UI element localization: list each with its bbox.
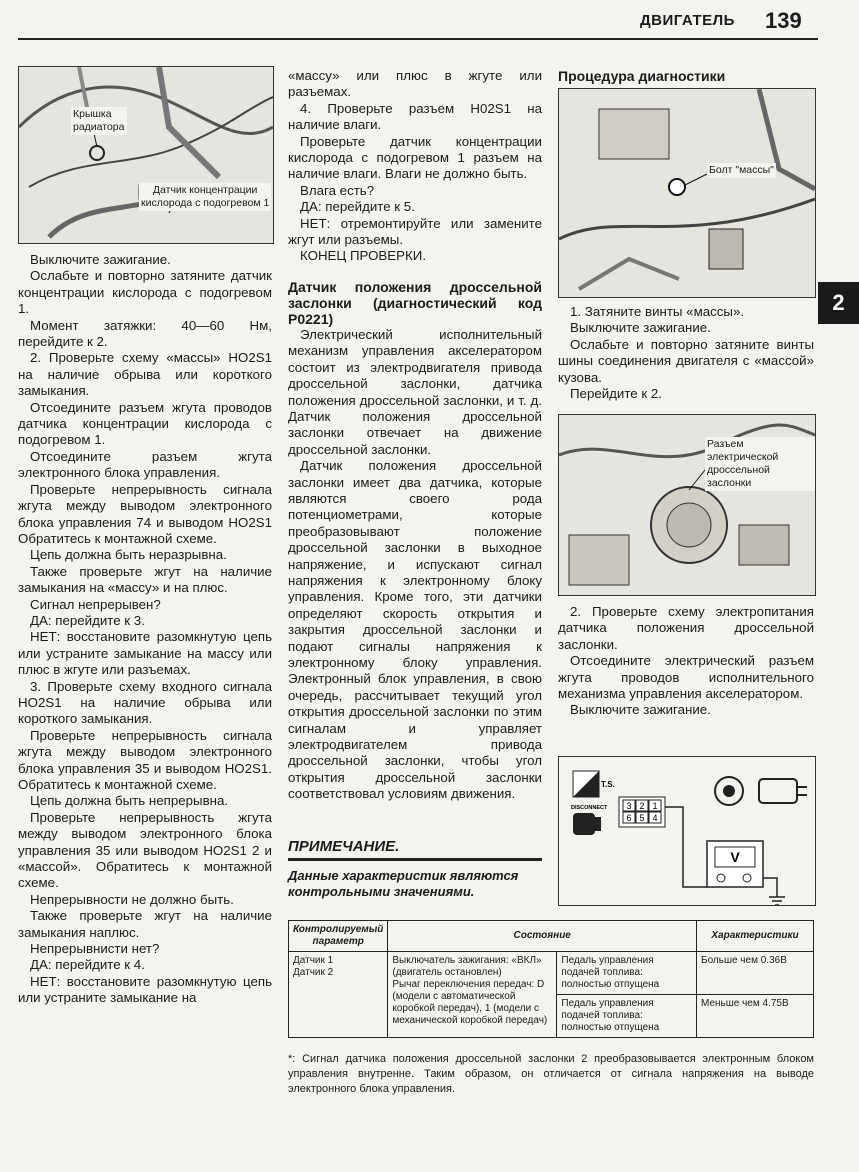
engine-icon — [759, 779, 797, 803]
paragraph: «массу» или плюс в жгуте или разъемах. — [288, 68, 542, 100]
paragraph: Отсоедините разъем жгута электронного блока управления. — [18, 448, 272, 481]
paragraph: ДА: перейдите к 5. — [300, 199, 415, 215]
paragraph: 2. Проверьте схему электропитания датчика положения дроссельной заслонки. — [558, 604, 814, 652]
column-3-text-b — [558, 604, 814, 719]
note-title: ПРИМЕЧАНИЕ. — [288, 838, 400, 855]
radiator-cap-label — [71, 107, 127, 135]
paragraph: 2. Проверьте схему «массы» HO2S1 на наличие обрыва или короткого замыкания. — [18, 350, 272, 399]
figure-oxygen-sensor — [18, 66, 274, 244]
paragraph: ДА: перейдите к 4. — [30, 957, 145, 973]
spec-table — [288, 920, 814, 1038]
table-header-row — [289, 921, 814, 952]
header-rule — [18, 38, 818, 40]
column-3-text-a — [558, 304, 814, 402]
paragraph: Влага есть? — [300, 182, 375, 198]
column-2-text — [288, 68, 542, 803]
footnote: *: Сигнал датчика положения дроссельной заслонки 2 преобразовывается электронным блоком управления внутренне. Таким образом, он отличается от сигнала напряжения на выводе электронного блока управления. — [288, 1053, 814, 1095]
paragraph: Также проверьте жгут на наличие замыкания наплюс. — [18, 908, 272, 940]
disconnect-label: DISCONNECT — [571, 805, 608, 811]
table-cell-pedal: Педаль управления подачей топлива: полностью отпущена — [557, 952, 697, 995]
sensor-label-line1: Датчик концентрации — [152, 184, 258, 196]
table-header: Контролируемый параметр — [289, 921, 388, 952]
ground-bolt-photo — [559, 89, 815, 297]
figure-voltage-check — [558, 756, 816, 906]
throttle-connector-label — [705, 437, 815, 491]
table-cell-param: Датчик 1 Датчик 2 — [289, 952, 388, 1038]
paragraph: НЕТ: восстановите разомкнутую цепь или устраните замыкание на массу или плюс в жгуте или разъемах. — [18, 629, 272, 678]
running-header-title: ДВИГАТЕЛЬ — [640, 12, 735, 29]
paragraph: Проверьте непрерывность сигнала жгута между выводом электронного блока управления 74 и выводом HO2S1 Обратитесь к монтажной схеме. — [18, 481, 272, 546]
table-cell-pedal: Педаль управления подачей топлива: полностью отпущена — [557, 995, 697, 1038]
paragraph: Датчик положения дроссельной заслонки имеет два датчика, которые являются своего рода потенциометрами, которые преобразовывают положение дроссельной заслонки в выходное напряжение, и испускают сигнал напряжения к электронному блоку управления. Кроме того, эти датчики определяют скорость открытия и закрытия дроссельной заслонки и подают сигналы напряжения к электронному блоку управления. Электронный блок управления, в свою очередь, рассчитывает текущий угол открытия дроссельной заслонки по этим сигналам и управляет электродвигателем привода дроссельной заслонки, чтобы угол открытия дроссельной заслонки соответствовал условиям движения. — [288, 458, 542, 802]
paragraph: ДА: перейдите к 3. — [30, 612, 145, 628]
paragraph: Непрерывнисти нет? — [30, 941, 160, 957]
pin-6: 6 — [626, 813, 632, 823]
sensor-label — [139, 183, 271, 211]
pin-5: 5 — [639, 813, 645, 823]
column-1-text — [18, 252, 272, 1007]
paragraph: Проверьте непрерывность жгута между выводом электронного блока управления 35 или выводом HO2S1 2 и «массой». Обратитесь к монтажной схеме. — [18, 809, 272, 891]
table-cell-condition: Выключатель зажигания: «ВКЛ» (двигатель остановлен) Рычаг переключения передач: D (модели с автоматической коробкой передач), 1 (модели с механической коробкой передач) — [388, 952, 557, 1038]
paragraph: Сигнал непрерывен? — [30, 596, 161, 612]
pin-1: 1 — [652, 801, 658, 811]
pin-3: 3 — [626, 801, 632, 811]
paragraph: Проверьте непрерывность сигнала жгута между выводом электронного блока управления 35 и выводом HO2S1. Обратитесь к монтажной схеме. — [18, 727, 272, 792]
ground-bolt-label: Болт "массы" — [709, 164, 774, 176]
table-cell-value: Больше чем 0.36В — [697, 952, 814, 995]
voltage-check-diagram — [559, 757, 815, 905]
section-title: Датчик положения дроссельной заслонки (диагностический код P0221) — [288, 278, 542, 327]
table-row — [289, 952, 814, 995]
paragraph: Также проверьте жгут на наличие замыкания на «массу» и на плюс. — [18, 563, 272, 596]
figure-ground-bolt — [558, 88, 816, 298]
paragraph: Цепь должна быть неразрывна. — [30, 547, 227, 563]
paragraph: Отсоедините разъем жгута проводов датчика концентрации кислорода с подогревом 1. — [18, 399, 272, 448]
figure-throttle-connector — [558, 414, 816, 596]
table-cell-value: Меньше чем 4.75В — [697, 995, 814, 1038]
table-header: Состояние — [388, 921, 697, 952]
paragraph: Непрерывности не должно быть. — [30, 891, 234, 907]
paragraph: Перейдите к 2. — [570, 386, 662, 402]
paragraph: 4. Проверьте разъем H02S1 на наличие влаги. — [288, 100, 542, 133]
table-header: Характеристики — [697, 921, 814, 952]
paragraph: Электрический исполнительный механизм управления акселератором состоит из электродвигателя привода дроссельной заслонки, датчика положения дроссельной заслонки, и т. д. Датчик положения дроссельной заслонки отвечает на движение дроссельной заслонки. — [288, 326, 542, 457]
ts-label: T.S. — [601, 780, 615, 789]
paragraph: Выключите зажигание. — [570, 320, 711, 336]
chapter-tab: 2 — [818, 282, 859, 324]
note-rule — [288, 858, 542, 861]
pin-4: 4 — [652, 813, 658, 823]
paragraph: Проверьте датчик концентрации кислорода с подогревом 1 разъем на наличие влаги. Влаги не должно быть. — [288, 133, 542, 182]
paragraph: 1. Затяните винты «массы». — [570, 304, 745, 319]
paragraph: НЕТ: восстановите разомкнутую цепь или устраните замыкание на — [18, 973, 272, 1006]
paragraph: 3. Проверьте схему входного сигнала HO2S1 на наличие обрыва или короткого замыкания. — [18, 678, 272, 727]
paragraph: Отсоедините электрический разъем жгута проводов исполнительного механизма управления акселератором. — [558, 653, 814, 702]
throttle-connector-label-line2: дроссельной заслонки — [707, 464, 770, 489]
note-body: Данные характеристик являются контрольными значениями. — [288, 868, 519, 899]
paragraph: Выключите зажигание. — [30, 252, 171, 267]
page-number: 139 — [765, 8, 802, 33]
procedure-title: Процедура диагностики — [558, 68, 726, 84]
sensor-label-line2: кислорода с подогревом 1 — [141, 197, 270, 209]
paragraph: НЕТ: отремонтируйте или замените жгут или разъемы. — [288, 215, 542, 248]
paragraph: Ослабьте и повторно затяните винты шины соединения двигателя с «массой» кузова. — [558, 336, 814, 385]
paragraph: Цепь должна быть непрерывна. — [30, 793, 229, 809]
throttle-connector-label-line1: Разъем электрической — [707, 438, 779, 463]
paragraph: КОНЕЦ ПРОВЕРКИ. — [300, 248, 427, 264]
voltmeter-label: V — [730, 849, 740, 865]
paragraph: Выключите зажигание. — [570, 702, 711, 718]
radiator-cap-label-line1: Крышка — [73, 108, 112, 120]
paragraph: Ослабьте и повторно затяните датчик концентрации кислорода с подогревом 1. — [18, 268, 272, 317]
paragraph: Момент затяжки: 40—60 Нм, перейдите к 2. — [18, 317, 272, 350]
radiator-cap-label-line2: радиатора — [73, 121, 125, 133]
engine-photo — [19, 67, 273, 243]
pin-2: 2 — [639, 801, 645, 811]
